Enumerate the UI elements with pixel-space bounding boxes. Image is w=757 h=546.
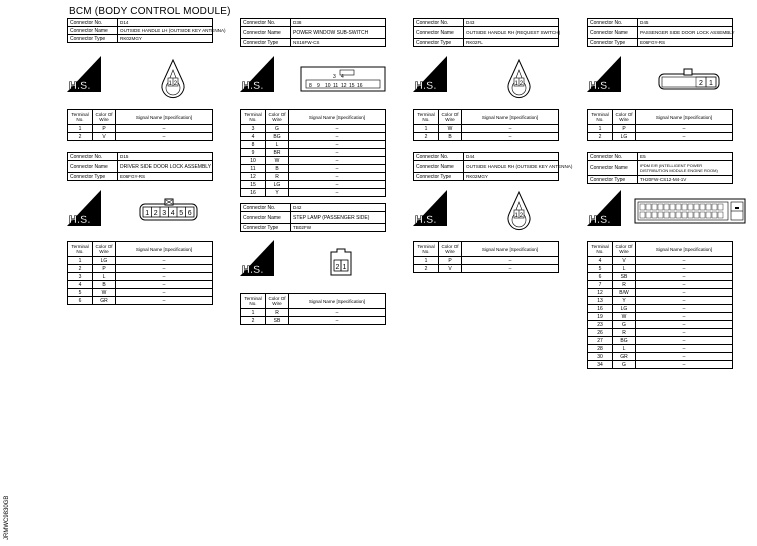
svg-text:2: 2	[173, 81, 178, 87]
color-cell: G	[266, 125, 289, 133]
connector-no: D38	[291, 19, 386, 27]
table-row	[68, 133, 213, 141]
terminal-cell: 3	[241, 125, 266, 133]
color-cell: LG	[613, 133, 636, 141]
pin-label: 15	[349, 83, 355, 89]
connector-no: D44	[464, 153, 559, 161]
signal-cell: –	[462, 133, 559, 141]
table-row	[414, 265, 559, 273]
terminal-cell: 5	[68, 289, 93, 297]
signal-cell: –	[636, 345, 733, 353]
label: Connector Type	[588, 39, 638, 47]
terminal-cell: 2	[241, 317, 266, 325]
header-color: Color Of Wire	[439, 242, 462, 257]
pin-label: 3	[162, 210, 167, 217]
pin-label: 11	[333, 83, 339, 89]
connector-d43-info	[413, 18, 559, 47]
pin-label: 3	[333, 74, 336, 80]
signal-cell: –	[462, 265, 559, 273]
table-row	[588, 297, 733, 305]
svg-text:H.S.: H.S.	[589, 80, 611, 92]
color-cell: BG	[266, 133, 289, 141]
signal-cell: –	[462, 257, 559, 265]
table-row	[588, 361, 733, 369]
table-row	[588, 345, 733, 353]
label: Connector No.	[414, 153, 464, 161]
hs-logo-icon	[413, 190, 447, 226]
color-cell: W	[266, 157, 289, 165]
signal-cell: –	[636, 281, 733, 289]
label: Connector Type	[414, 39, 464, 47]
label: Connector No.	[588, 19, 638, 27]
color-cell: BR	[266, 149, 289, 157]
color-cell: Y	[613, 297, 636, 305]
connector-d38-info	[240, 18, 386, 47]
table-row	[68, 281, 213, 289]
connector-no: D43	[464, 19, 559, 27]
terminal-cell: 2	[68, 133, 93, 141]
table-row	[241, 309, 386, 317]
signal-cell: –	[116, 297, 213, 305]
label: Connector Type	[241, 224, 291, 232]
terminal-cell: 1	[414, 257, 439, 265]
hs-logo-icon	[240, 240, 274, 276]
connector-type: RK02FL	[464, 39, 559, 47]
terminal-cell: 6	[68, 297, 93, 305]
terminal-cell: 19	[588, 313, 613, 321]
terminal-cell: 3	[68, 273, 93, 281]
signal-cell: –	[636, 257, 733, 265]
header-color: Color Of Wire	[266, 294, 289, 309]
svg-text:H.S.: H.S.	[69, 80, 91, 92]
pin-label: 9	[317, 83, 320, 89]
connector-d43-pin-icon	[505, 58, 533, 103]
signal-cell: –	[636, 289, 733, 297]
color-cell: V	[439, 265, 462, 273]
terminal-cell: 16	[588, 305, 613, 313]
svg-text:1: 1	[168, 81, 172, 87]
connector-d45-terminal-table	[587, 109, 733, 141]
header-color: Color Of Wire	[93, 242, 116, 257]
terminal-cell: 7	[588, 281, 613, 289]
label: Connector Name	[588, 161, 638, 176]
pin-label: 10	[325, 83, 331, 89]
connector-name: POWER WINDOW SUB-SWITCH	[291, 27, 386, 39]
header-terminal: Terminal No.	[68, 242, 93, 257]
pin-label: 2	[335, 264, 340, 271]
color-cell: B	[266, 165, 289, 173]
terminal-cell: 27	[588, 337, 613, 345]
table-row	[241, 165, 386, 173]
connector-type: RK02MGY	[118, 35, 213, 43]
svg-text:H.S.: H.S.	[69, 214, 91, 226]
connector-no: D45	[638, 19, 733, 27]
connector-type: NS16FW-CS	[291, 39, 386, 47]
pin-label: 1	[342, 264, 347, 271]
terminal-cell: 23	[588, 321, 613, 329]
hs-logo-icon	[67, 56, 101, 92]
pin-label: 1	[145, 210, 150, 217]
header-signal: Signal Name [Specification]	[636, 110, 733, 125]
table-row	[588, 265, 733, 273]
color-cell: SB	[613, 273, 636, 281]
table-row	[588, 125, 733, 133]
table-row	[241, 133, 386, 141]
color-cell: V	[613, 257, 636, 265]
label: Connector No.	[588, 153, 638, 161]
svg-text:H.S.: H.S.	[415, 80, 437, 92]
connector-d45-pin-icon	[658, 68, 720, 95]
table-row	[588, 353, 733, 361]
svg-text:2: 2	[519, 81, 524, 87]
connector-name: STEP LAMP (PASSENGER SIDE)	[291, 212, 386, 224]
color-cell: G	[613, 361, 636, 369]
table-row	[68, 297, 213, 305]
svg-text:1: 1	[514, 213, 518, 219]
signal-cell: –	[289, 165, 386, 173]
connector-type: E06FGY-RS	[638, 39, 733, 47]
table-row	[68, 257, 213, 265]
hs-logo-icon	[587, 190, 621, 226]
label: Connector Name	[241, 27, 291, 39]
header-signal: Signal Name [Specification]	[289, 110, 386, 125]
terminal-cell: 1	[68, 125, 93, 133]
connector-no: D15	[118, 153, 213, 161]
table-row	[241, 125, 386, 133]
document-code: JRMWC9830GB	[4, 495, 10, 540]
color-cell: BG	[613, 337, 636, 345]
table-row	[588, 281, 733, 289]
signal-cell: –	[116, 257, 213, 265]
color-cell: L	[613, 345, 636, 353]
signal-cell: –	[636, 305, 733, 313]
connector-d42-terminal-table	[240, 293, 386, 325]
terminal-cell: 8	[241, 141, 266, 149]
color-cell: GR	[93, 297, 116, 305]
header-terminal: Terminal No.	[588, 110, 613, 125]
signal-cell: –	[289, 149, 386, 157]
table-row	[414, 133, 559, 141]
connector-d43-terminal-table	[413, 109, 559, 141]
color-cell: LG	[93, 257, 116, 265]
label: Connector No.	[68, 19, 118, 27]
label: Connector Name	[68, 27, 118, 35]
color-cell: SB	[266, 317, 289, 325]
pin-label: 6	[187, 210, 192, 217]
pin-label: 2	[153, 210, 158, 217]
color-cell: W	[613, 313, 636, 321]
table-row	[241, 173, 386, 181]
terminal-cell: 1	[241, 309, 266, 317]
terminal-cell: 6	[588, 273, 613, 281]
label: Connector Name	[68, 161, 118, 173]
pin-label: 12	[341, 83, 347, 89]
color-cell: R	[266, 173, 289, 181]
terminal-cell: 2	[414, 265, 439, 273]
color-cell: L	[266, 141, 289, 149]
signal-cell: –	[636, 329, 733, 337]
table-row	[588, 257, 733, 265]
connector-type: RK02MGY	[464, 173, 559, 181]
signal-cell: –	[636, 321, 733, 329]
connector-d45-info	[587, 18, 733, 47]
color-cell: W	[93, 289, 116, 297]
terminal-cell: 9	[241, 149, 266, 157]
connector-d14-info	[67, 18, 226, 43]
hs-logo-icon	[413, 56, 447, 92]
header-terminal: Terminal No.	[68, 110, 93, 125]
table-row	[588, 289, 733, 297]
connector-e5-terminal-table	[587, 241, 733, 369]
signal-cell: –	[636, 353, 733, 361]
svg-text:H.S.: H.S.	[242, 80, 264, 92]
header-signal: Signal Name [Specification]	[636, 242, 733, 257]
color-cell: B	[93, 281, 116, 289]
table-row	[241, 157, 386, 165]
header-signal: Signal Name [Specification]	[462, 110, 559, 125]
label: Connector Type	[68, 35, 118, 43]
table-row	[588, 337, 733, 345]
terminal-cell: 34	[588, 361, 613, 369]
svg-text:2: 2	[519, 213, 524, 219]
table-row	[241, 141, 386, 149]
header-color: Color Of Wire	[439, 110, 462, 125]
terminal-cell: 1	[588, 125, 613, 133]
terminal-cell: 1	[414, 125, 439, 133]
table-row	[588, 273, 733, 281]
terminal-cell: 4	[68, 281, 93, 289]
table-row	[241, 189, 386, 197]
terminal-cell: 13	[588, 297, 613, 305]
table-row	[241, 181, 386, 189]
signal-cell: –	[636, 133, 733, 141]
color-cell: B/W	[613, 289, 636, 297]
terminal-cell: 12	[588, 289, 613, 297]
signal-cell: –	[289, 181, 386, 189]
header-color: Color Of Wire	[266, 110, 289, 125]
signal-cell: –	[289, 141, 386, 149]
signal-cell: –	[636, 337, 733, 345]
header-terminal: Terminal No.	[241, 294, 266, 309]
connector-e5-info	[587, 152, 733, 184]
svg-text:H.S.: H.S.	[415, 214, 437, 226]
signal-cell: –	[462, 125, 559, 133]
header-terminal: Terminal No.	[414, 242, 439, 257]
color-cell: GR	[613, 353, 636, 361]
terminal-cell: 16	[241, 189, 266, 197]
terminal-cell: 11	[241, 165, 266, 173]
hs-logo-icon	[67, 190, 101, 226]
pin-label: 8	[309, 83, 312, 89]
connector-d38-terminal-table	[240, 109, 386, 197]
connector-name: IPDM E/R (INTELLIGENT POWER DISTRIBUTION MODULE ENGINE ROOM)	[638, 161, 733, 176]
label: Connector Name	[588, 27, 638, 39]
signal-cell: –	[116, 133, 213, 141]
connector-no: D14	[118, 19, 213, 27]
svg-text:H.S.: H.S.	[589, 214, 611, 226]
connector-name: OUTSIDE HANDLE RH (OUTSIDE KEY ANTENNA)	[464, 161, 559, 173]
header-color: Color Of Wire	[613, 110, 636, 125]
header-signal: Signal Name [Specification]	[462, 242, 559, 257]
connector-type: TB02FW	[291, 224, 386, 232]
connector-d15-terminal-table	[67, 241, 213, 305]
svg-text:H.S.: H.S.	[242, 264, 264, 276]
color-cell: L	[93, 273, 116, 281]
header-terminal: Terminal No.	[241, 110, 266, 125]
pin-label: 2	[699, 80, 703, 87]
label: Connector Name	[414, 161, 464, 173]
signal-cell: –	[289, 125, 386, 133]
table-row	[241, 317, 386, 325]
label: Connector Name	[414, 27, 464, 39]
table-row	[414, 257, 559, 265]
color-cell: P	[439, 257, 462, 265]
header-terminal: Terminal No.	[588, 242, 613, 257]
color-cell: LG	[613, 305, 636, 313]
signal-cell: –	[116, 265, 213, 273]
connector-d42-pin-icon	[329, 248, 353, 281]
label: Connector No.	[241, 204, 291, 212]
signal-cell: –	[636, 361, 733, 369]
pin-label: 4	[341, 74, 344, 80]
connector-type: E06FGY-RS	[118, 173, 213, 181]
connector-d15-info	[67, 152, 213, 181]
terminal-cell: 1	[68, 257, 93, 265]
terminal-cell: 15	[241, 181, 266, 189]
color-cell: B	[439, 133, 462, 141]
signal-cell: –	[116, 125, 213, 133]
color-cell: R	[613, 281, 636, 289]
table-row	[68, 265, 213, 273]
signal-cell: –	[636, 273, 733, 281]
connector-d15-pin-icon	[139, 198, 199, 227]
color-cell: P	[93, 265, 116, 273]
connector-no: E5	[638, 153, 733, 161]
terminal-cell: 28	[588, 345, 613, 353]
page-title: BCM (BODY CONTROL MODULE)	[69, 6, 231, 17]
connector-type: TH20FW-CS12-M4-1V	[638, 176, 733, 184]
connector-name: OUTSIDE HANDLE RH (REQUEST SWITCH)	[464, 27, 559, 39]
table-row	[241, 149, 386, 157]
header-color: Color Of Wire	[613, 242, 636, 257]
signal-cell: –	[289, 317, 386, 325]
connector-e5-pin-icon	[634, 198, 746, 229]
signal-cell: –	[289, 157, 386, 165]
signal-cell: –	[636, 265, 733, 273]
color-cell: L	[613, 265, 636, 273]
color-cell: W	[439, 125, 462, 133]
connector-name: PASSENGER SIDE DOOR LOCK ASSEMBLY	[638, 27, 733, 39]
terminal-cell: 30	[588, 353, 613, 361]
connector-d44-terminal-table	[413, 241, 559, 273]
signal-cell: –	[289, 309, 386, 317]
header-signal: Signal Name [Specification]	[289, 294, 386, 309]
label: Connector No.	[241, 19, 291, 27]
signal-cell: –	[116, 281, 213, 289]
connector-d42-info	[240, 203, 386, 232]
signal-cell: –	[636, 125, 733, 133]
svg-text:1: 1	[514, 81, 518, 87]
table-row	[588, 305, 733, 313]
label: Connector Type	[241, 39, 291, 47]
pin-label: 5	[179, 210, 184, 217]
connector-d14-terminal-table	[67, 109, 213, 141]
terminal-cell: 4	[241, 133, 266, 141]
terminal-cell: 2	[588, 133, 613, 141]
signal-cell: –	[636, 297, 733, 305]
terminal-cell: 4	[588, 257, 613, 265]
connector-d44-pin-icon	[505, 190, 533, 235]
hs-logo-icon	[587, 56, 621, 92]
color-cell: LG	[266, 181, 289, 189]
label: Connector Type	[588, 176, 638, 184]
connector-d38-pin-icon	[300, 66, 386, 97]
header-color: Color Of Wire	[93, 110, 116, 125]
signal-cell: –	[289, 173, 386, 181]
connector-d44-info	[413, 152, 573, 181]
pin-label: 4	[170, 210, 175, 217]
hs-logo-icon	[240, 56, 274, 92]
connector-name: OUTSIDE HANDLE LH (OUTSIDE KEY ANTENNA)	[118, 27, 213, 35]
signal-cell: –	[116, 273, 213, 281]
color-cell: R	[613, 329, 636, 337]
header-signal: Signal Name [Specification]	[116, 110, 213, 125]
label: Connector Type	[414, 173, 464, 181]
signal-cell: –	[289, 189, 386, 197]
signal-cell: –	[636, 313, 733, 321]
pin-label: 1	[709, 80, 713, 87]
color-cell: Y	[266, 189, 289, 197]
terminal-cell: 2	[414, 133, 439, 141]
color-cell: G	[613, 321, 636, 329]
label: Connector No.	[414, 19, 464, 27]
header-terminal: Terminal No.	[414, 110, 439, 125]
connector-no: D42	[291, 204, 386, 212]
color-cell: R	[266, 309, 289, 317]
table-row	[588, 329, 733, 337]
table-row	[68, 125, 213, 133]
color-cell: V	[93, 133, 116, 141]
connector-name: DRIVER SIDE DOOR LOCK ASSEMBLY	[118, 161, 213, 173]
header-signal: Signal Name [Specification]	[116, 242, 213, 257]
pin-label: 16	[357, 83, 363, 89]
terminal-cell: 5	[588, 265, 613, 273]
terminal-cell: 2	[68, 265, 93, 273]
table-row	[588, 313, 733, 321]
table-row	[588, 133, 733, 141]
label: Connector Name	[241, 212, 291, 224]
table-row	[68, 273, 213, 281]
table-row	[68, 289, 213, 297]
terminal-cell: 12	[241, 173, 266, 181]
label: Connector Type	[68, 173, 118, 181]
signal-cell: –	[116, 289, 213, 297]
terminal-cell: 10	[241, 157, 266, 165]
table-row	[588, 321, 733, 329]
connector-d14-pin-icon	[159, 58, 187, 103]
color-cell: P	[93, 125, 116, 133]
label: Connector No.	[68, 153, 118, 161]
color-cell: P	[613, 125, 636, 133]
terminal-cell: 26	[588, 329, 613, 337]
signal-cell: –	[289, 133, 386, 141]
table-row	[414, 125, 559, 133]
